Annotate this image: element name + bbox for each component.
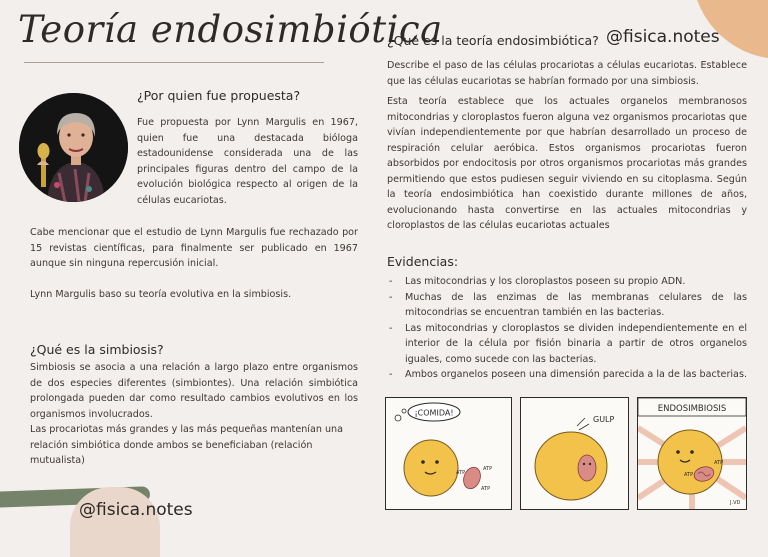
- theory-heading: ¿Qué es la teoría endosimbiótica?: [387, 33, 599, 48]
- symbiosis-text: [30, 360, 358, 469]
- comic-panel-2-art: [521, 398, 628, 509]
- comic-panel-1-art: [386, 398, 511, 509]
- comic-panel-1: [385, 397, 512, 510]
- rejection-note: Cabe mencionar que el estudio de Lynn Margulis fue rechazado por 15 revistas científicas, para finalmente ser publicado en 1967 aunque sin ninguna repercusión inicial.: [30, 227, 358, 269]
- symbiosis-paragraph-1: Simbiosis se asocia a una relación a largo plazo entre organismos de dos especies diferentes (simbiontes). Una relación simbiótica prolongada pueden dar como resultado cambios evolutivos en los organismos involucrados.: [30, 362, 358, 420]
- evidence-item: - Ambos organelos poseen una dimensión parecida a la de las bacterias.: [387, 367, 747, 383]
- handle-bottom: @fisica.notes: [79, 500, 193, 520]
- artist-signature: J.VD: [730, 500, 741, 506]
- proposed-heading: ¿Por quien fue propuesta?: [137, 88, 301, 103]
- symbiosis-heading: ¿Qué es la simbiosis?: [30, 342, 164, 357]
- atp-label: ATP: [456, 470, 466, 476]
- evidence-item: - Muchas de las enzimas de las membranas celulares de las mitocondrias se encuentran también en las bacterias.: [387, 290, 747, 321]
- symbiosis-basis-note: Lynn Margulis baso su teoría evolutiva en la simbiosis.: [30, 289, 292, 300]
- lynn-margulis-portrait: [19, 93, 128, 202]
- atp-label: ATP: [714, 460, 724, 466]
- proposed-text: Fue propuesta por Lynn Margulis en 1967, quien fue una destacada bióloga estadounidense considerada una de las principales figuras dentro del campo de la evolución biológica respecto al origen de la células eucariotas.: [137, 117, 358, 206]
- theory-paragraph-2: Esta teoría establece que los actuales organelos membranosos mitocondrias y cloroplastos fueron alguna vez organismos procariotas que vivían independientemente por que habrían desarrollado un proceso de respiración celular aeróbica. Estos organismos procariotas fueron absorbidos por endocitosis por otros organismos procariotas más grandes permitiendo que estos pudiesen seguir viviendo en su citoplasma. Según la teoría endosimbiótica han coexistido durante millones de años, evolucionando hasta convertirse en las actuales mitocondrias y cloroplastos de las células eucariotas actuales: [387, 96, 747, 231]
- theory-paragraph-1: Describe el paso de las células procariotas a células eucariotas. Establece que las células eucariotas se habrían formado por una simbiosis.: [387, 60, 747, 87]
- comic-gulp-text: GULP: [593, 415, 615, 424]
- symbiosis-paragraph-2: Las procariotas más grandes y las más pequeñas mantenían una relación simbiótica donde ambos se beneficiaban (relación mutualista): [30, 424, 344, 466]
- evidence-item: - Las mitocondrias y los cloroplastos poseen su propio ADN.: [387, 274, 747, 290]
- handle-top: @fisica.notes: [606, 27, 720, 47]
- evidence-list: [387, 274, 747, 383]
- comic-speech-bubble: ¡COMIDA!: [414, 408, 454, 418]
- evidence-heading: Evidencias:: [387, 254, 459, 269]
- evidence-item: - Las mitocondrias y cloroplastos se dividen independientemente en el interior de la célula por fisión binaria a partir de otros organelos iguales, como sucede con las bacterias.: [387, 321, 747, 368]
- atp-label: ATP: [481, 486, 491, 492]
- atp-label: ATP: [684, 472, 694, 478]
- title-underline: [24, 62, 324, 63]
- peach-decoration: [70, 487, 160, 557]
- comic-panel-3: [637, 397, 747, 510]
- comic-panel-2: [520, 397, 629, 510]
- page-title: Teoría endosimbiótica: [18, 8, 443, 51]
- comic-panel-title: ENDOSIMBIOSIS: [657, 404, 727, 414]
- atp-label: ATP: [483, 466, 493, 472]
- comic-panel-3-art: [638, 398, 746, 509]
